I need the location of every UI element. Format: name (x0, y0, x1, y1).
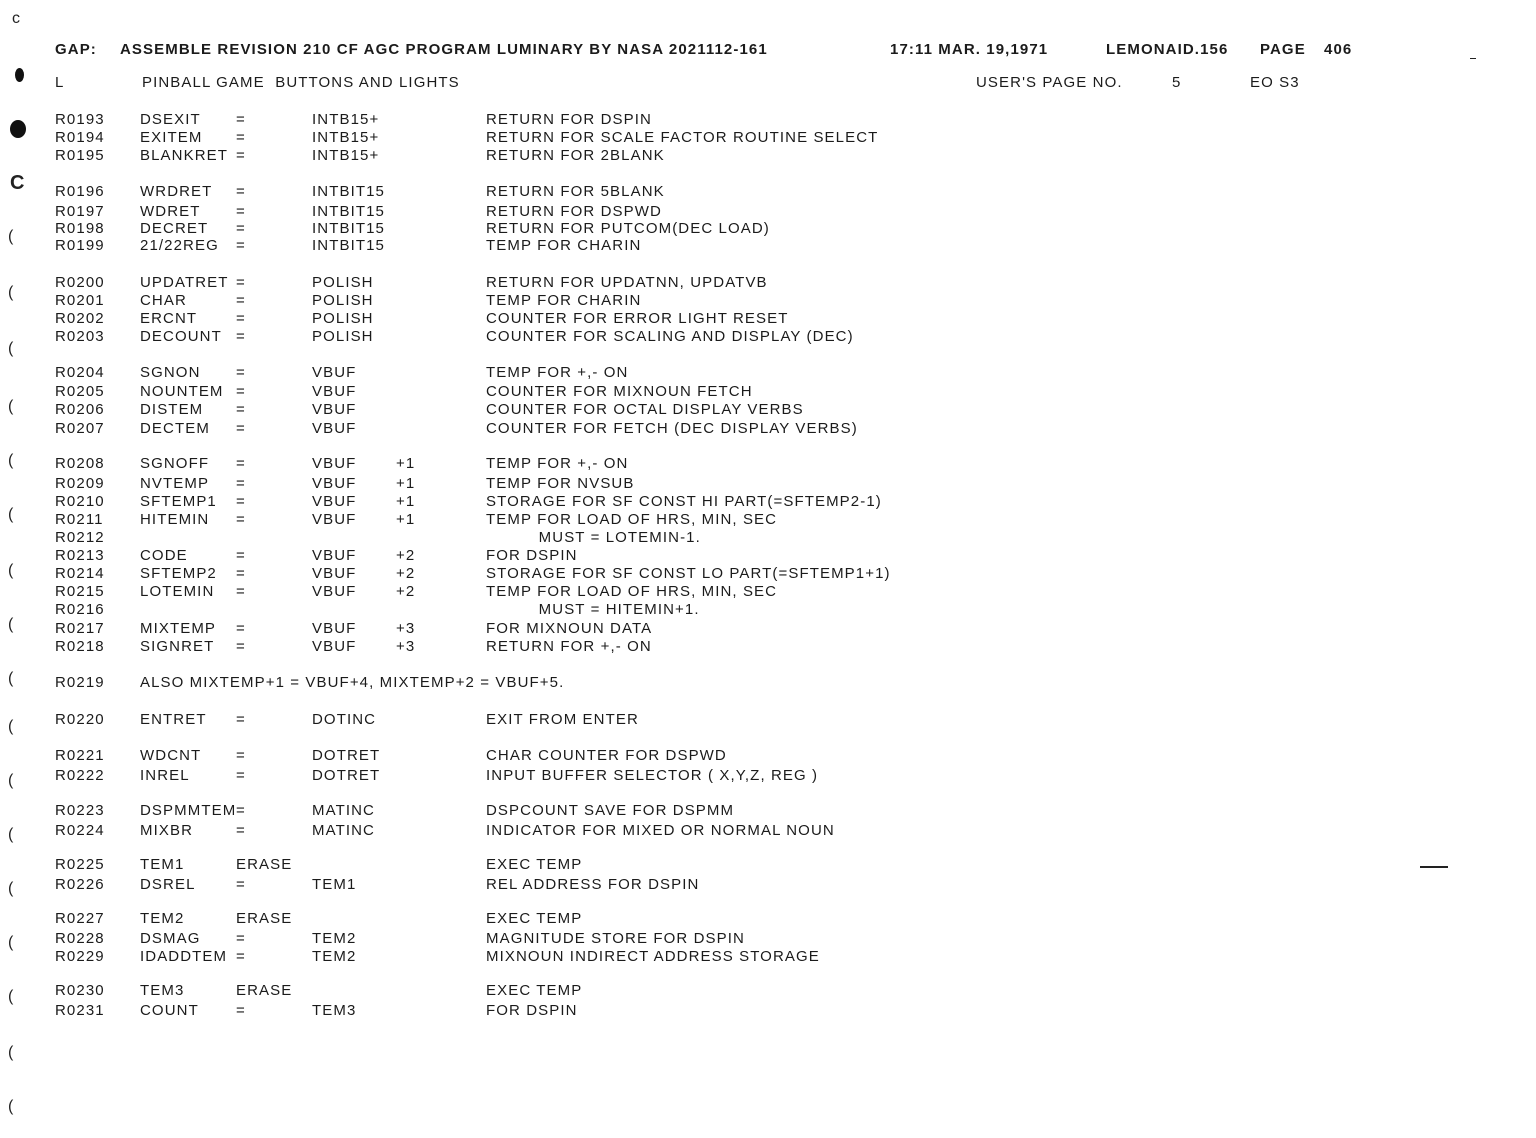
listing-line (0, 364, 1536, 382)
symbol-label: DSMAG (140, 930, 201, 947)
symbol-label: NOUNTEM (140, 383, 224, 400)
line-number: R0222 (55, 767, 105, 784)
line-comment: TEMP FOR LOAD OF HRS, MIN, SEC (486, 511, 778, 528)
symbol-label: SIGNRET (140, 638, 215, 655)
operator: ERASE (236, 856, 293, 873)
operator: = (236, 237, 246, 254)
symbol-label: BLANKRET (140, 147, 228, 164)
operand: VBUF (312, 565, 357, 582)
line-comment: TEMP FOR CHARIN (486, 237, 642, 254)
line-comment: RETURN FOR 5BLANK (486, 183, 665, 200)
line-comment: RETURN FOR DSPWD (486, 203, 662, 220)
operator: = (236, 930, 246, 947)
line-number: R0206 (55, 401, 105, 418)
line-number: R0200 (55, 274, 105, 291)
line-comment: RETURN FOR PUTCOM(DEC LOAD) (486, 220, 770, 237)
line-number: R0230 (55, 982, 105, 999)
offset: +3 (396, 638, 416, 655)
operand: POLISH (312, 328, 374, 345)
line-comment: EXEC TEMP (486, 982, 583, 999)
symbol-label: LOTEMIN (140, 583, 215, 600)
offset: +1 (396, 511, 416, 528)
margin-mark: ( (8, 228, 15, 245)
line-number: R0204 (55, 364, 105, 381)
line-number: R0227 (55, 910, 105, 927)
line-comment: COUNTER FOR OCTAL DISPLAY VERBS (486, 401, 804, 418)
operator: = (236, 328, 246, 345)
margin-mark: c (12, 10, 22, 27)
operator: = (236, 383, 246, 400)
operand: DOTINC (312, 711, 377, 728)
line-comment: RETURN FOR DSPIN (486, 111, 652, 128)
listing-line (0, 547, 1536, 565)
operand: POLISH (312, 274, 374, 291)
operator: = (236, 292, 246, 309)
line-comment: MAGNITUDE STORE FOR DSPIN (486, 930, 745, 947)
symbol-label: DSREL (140, 876, 196, 893)
margin-mark: ( (8, 506, 15, 523)
margin-mark: ( (8, 452, 15, 469)
line-comment: INPUT BUFFER SELECTOR ( X,Y,Z, REG ) (486, 767, 819, 784)
operator: = (236, 203, 246, 220)
line-comment: DSPCOUNT SAVE FOR DSPMM (486, 802, 735, 819)
operand: MATINC (312, 802, 375, 819)
subheader-flag: L (55, 74, 65, 91)
listing-line (0, 747, 1536, 765)
line-comment: MUST = LOTEMIN-1. (486, 529, 701, 546)
line-number: R0224 (55, 822, 105, 839)
operator: = (236, 948, 246, 965)
operand: DOTRET (312, 747, 381, 764)
symbol-label: DSEXIT (140, 111, 201, 128)
operator: = (236, 420, 246, 437)
line-comment: MIXNOUN INDIRECT ADDRESS STORAGE (486, 948, 820, 965)
line-number: R0226 (55, 876, 105, 893)
line-number: R0218 (55, 638, 105, 655)
operator: = (236, 455, 246, 472)
listing-line (0, 802, 1536, 820)
operator: = (236, 183, 246, 200)
line-comment: RETURN FOR +,- ON (486, 638, 652, 655)
symbol-label: DSPMMTEM (140, 802, 237, 819)
line-comment: FOR DSPIN (486, 547, 578, 564)
line-number: R0198 (55, 220, 105, 237)
operator: = (236, 822, 246, 839)
line-number: R0212 (55, 529, 105, 546)
listing-line (0, 529, 1536, 547)
operator: = (236, 111, 246, 128)
operator: = (236, 747, 246, 764)
line-comment: REL ADDRESS FOR DSPIN (486, 876, 700, 893)
operator: ERASE (236, 982, 293, 999)
listing-line (0, 493, 1536, 511)
operator: = (236, 401, 246, 418)
listing-line (0, 511, 1536, 529)
symbol-label: WRDRET (140, 183, 213, 200)
line-number: R0196 (55, 183, 105, 200)
operator: = (236, 1002, 246, 1019)
listing-line (0, 203, 1536, 221)
operator: = (236, 767, 246, 784)
line-number: R0215 (55, 583, 105, 600)
line-comment: EXEC TEMP (486, 910, 583, 927)
listing-line (0, 383, 1536, 401)
operator: = (236, 638, 246, 655)
symbol-label: DISTEM (140, 401, 204, 418)
symbol-label: DECTEM (140, 420, 210, 437)
symbol-label: TEM3 (140, 982, 185, 999)
operand: INTBIT15 (312, 220, 385, 237)
listing-line (0, 822, 1536, 840)
line-comment: COUNTER FOR MIXNOUN FETCH (486, 383, 753, 400)
operand: TEM2 (312, 948, 357, 965)
symbol-label: TEM1 (140, 856, 185, 873)
operator: = (236, 876, 246, 893)
listing-line (0, 129, 1536, 147)
operand: DOTRET (312, 767, 381, 784)
margin-mark: ( (8, 826, 15, 843)
offset: +2 (396, 565, 416, 582)
line-comment: RETURN FOR SCALE FACTOR ROUTINE SELECT (486, 129, 879, 146)
punch-hole (15, 68, 24, 82)
listing-line (0, 147, 1536, 165)
operand: TEM1 (312, 876, 357, 893)
operator: = (236, 802, 246, 819)
margin-mark: ( (8, 1098, 15, 1115)
offset: +1 (396, 493, 416, 510)
operator: = (236, 310, 246, 327)
symbol-label: INREL (140, 767, 190, 784)
line-number: R0208 (55, 455, 105, 472)
line-comment: RETURN FOR 2BLANK (486, 147, 665, 164)
symbol-label: SFTEMP1 (140, 493, 217, 510)
line-number: R0211 (55, 511, 104, 528)
listing-line (0, 401, 1536, 419)
users-page-number: 5 (1172, 74, 1182, 91)
listing-line (0, 274, 1536, 292)
line-number: R0221 (55, 747, 105, 764)
listing-line (0, 876, 1536, 894)
symbol-label: IDADDTEM (140, 948, 228, 965)
operand: POLISH (312, 292, 374, 309)
line-number: R0216 (55, 601, 105, 618)
operand: VBUF (312, 475, 357, 492)
line-comment: STORAGE FOR SF CONST LO PART(=SFTEMP1+1) (486, 565, 891, 582)
line-number: R0229 (55, 948, 105, 965)
operator: ERASE (236, 910, 293, 927)
header-page-number: 406 (1324, 41, 1353, 58)
line-comment: COUNTER FOR FETCH (DEC DISPLAY VERBS) (486, 420, 858, 437)
operator: = (236, 620, 246, 637)
operand: VBUF (312, 511, 357, 528)
line-comment: RETURN FOR UPDATNN, UPDATVB (486, 274, 768, 291)
line-number: R0203 (55, 328, 105, 345)
operand: INTBIT15 (312, 203, 385, 220)
line-comment: TEMP FOR +,- ON (486, 364, 629, 381)
scan-mark (1470, 58, 1476, 59)
line-number: R0207 (55, 420, 105, 437)
listing-line (0, 420, 1536, 438)
operand: POLISH (312, 310, 374, 327)
line-number: R0210 (55, 493, 105, 510)
line-number: R0225 (55, 856, 105, 873)
operator: = (236, 129, 246, 146)
symbol-label: SFTEMP2 (140, 565, 217, 582)
listing-line (0, 910, 1536, 928)
operand: VBUF (312, 383, 357, 400)
operator: = (236, 583, 246, 600)
operator: = (236, 364, 246, 381)
operator: = (236, 565, 246, 582)
margin-mark: ( (8, 616, 15, 633)
listing-line (0, 930, 1536, 948)
margin-mark: ( (8, 988, 15, 1005)
operator: = (236, 547, 246, 564)
line-comment: CHAR COUNTER FOR DSPWD (486, 747, 727, 764)
operand: INTBIT15 (312, 183, 385, 200)
operator: = (236, 147, 246, 164)
line-number: R0193 (55, 111, 105, 128)
listing-line (0, 711, 1536, 729)
symbol-label: TEM2 (140, 910, 185, 927)
margin-mark: ( (8, 398, 15, 415)
operand: TEM3 (312, 1002, 357, 1019)
line-comment: EXEC TEMP (486, 856, 583, 873)
margin-mark: ( (8, 934, 15, 951)
listing-line (0, 455, 1536, 473)
operand: INTB15+ (312, 111, 380, 128)
margin-mark: C (10, 172, 26, 194)
operand: VBUF (312, 364, 357, 381)
margin-mark: ( (8, 670, 15, 687)
line-number: R0223 (55, 802, 105, 819)
listing-line (0, 111, 1536, 129)
line-number: R0213 (55, 547, 105, 564)
line-comment: TEMP FOR LOAD OF HRS, MIN, SEC (486, 583, 778, 600)
margin-mark: ( (8, 718, 15, 735)
listing-line (0, 310, 1536, 328)
operand: VBUF (312, 638, 357, 655)
operand: VBUF (312, 455, 357, 472)
line-number: R0199 (55, 237, 105, 254)
header-file: LEMONAID.156 (1106, 41, 1229, 58)
listing-line (0, 856, 1536, 874)
header-datetime: 17:11 MAR. 19,1971 (890, 41, 1049, 58)
symbol-label: HITEMIN (140, 511, 210, 528)
symbol-label: SGNON (140, 364, 201, 381)
operand: MATINC (312, 822, 375, 839)
line-number: R0194 (55, 129, 105, 146)
operand: INTBIT15 (312, 237, 385, 254)
users-page-label: USER'S PAGE NO. (976, 74, 1123, 91)
line-comment: COUNTER FOR ERROR LIGHT RESET (486, 310, 789, 327)
operand: VBUF (312, 493, 357, 510)
operator: = (236, 220, 246, 237)
line-comment: EXIT FROM ENTER (486, 711, 639, 728)
listing-line (0, 674, 1536, 692)
line-number: R0202 (55, 310, 105, 327)
line-comment: COUNTER FOR SCALING AND DISPLAY (DEC) (486, 328, 854, 345)
listing-line (0, 183, 1536, 201)
line-number: R0217 (55, 620, 105, 637)
line-number: R0209 (55, 475, 105, 492)
header-title: ASSEMBLE REVISION 210 CF AGC PROGRAM LUMINARY BY NASA 2021112-161 (120, 41, 768, 58)
symbol-label: CHAR (140, 292, 187, 309)
line-comment: MUST = HITEMIN+1. (486, 601, 700, 618)
symbol-label: WDRET (140, 203, 201, 220)
line-number: R0220 (55, 711, 105, 728)
line-number: R0195 (55, 147, 105, 164)
margin-mark: ( (8, 1044, 15, 1061)
line-comment: INDICATOR FOR MIXED OR NORMAL NOUN (486, 822, 835, 839)
symbol-label: ERCNT (140, 310, 198, 327)
operand: VBUF (312, 420, 357, 437)
operand: TEM2 (312, 930, 357, 947)
line-comment: TEMP FOR CHARIN (486, 292, 642, 309)
margin-mark: ( (8, 284, 15, 301)
line-number: R0231 (55, 1002, 105, 1019)
line-comment: TEMP FOR NVSUB (486, 475, 635, 492)
listing-line (0, 982, 1536, 1000)
subheader-section: PINBALL GAME BUTTONS AND LIGHTS (142, 74, 460, 91)
margin-mark: ( (8, 562, 15, 579)
listing-line (0, 292, 1536, 310)
operator: = (236, 711, 246, 728)
symbol-label: SGNOFF (140, 455, 210, 472)
line-number: R0197 (55, 203, 105, 220)
listing-line (0, 948, 1536, 966)
offset: +2 (396, 583, 416, 600)
margin-mark: ( (8, 772, 15, 789)
line-comment: FOR MIXNOUN DATA (486, 620, 653, 637)
symbol-label: CODE (140, 547, 188, 564)
symbol-label: WDCNT (140, 747, 202, 764)
listing-line (0, 237, 1536, 255)
line-statement: ALSO MIXTEMP+1 = VBUF+4, MIXTEMP+2 = VBUF+5. (140, 674, 565, 691)
line-comment: FOR DSPIN (486, 1002, 578, 1019)
symbol-label: NVTEMP (140, 475, 210, 492)
margin-mark: ( (8, 340, 15, 357)
line-number: R0214 (55, 565, 105, 582)
operand: VBUF (312, 547, 357, 564)
operand: VBUF (312, 620, 357, 637)
listing-line (0, 583, 1536, 601)
listing-line (0, 601, 1536, 619)
listing-line (0, 328, 1536, 346)
operand: INTB15+ (312, 129, 380, 146)
operator: = (236, 274, 246, 291)
line-number: R0228 (55, 930, 105, 947)
offset: +2 (396, 547, 416, 564)
operator: = (236, 475, 246, 492)
operator: = (236, 511, 246, 528)
header-page-label: PAGE (1260, 41, 1306, 58)
operand: VBUF (312, 401, 357, 418)
listing-line (0, 620, 1536, 638)
offset: +3 (396, 620, 416, 637)
listing-line (0, 1002, 1536, 1020)
symbol-label: EXITEM (140, 129, 203, 146)
line-number: R0201 (55, 292, 105, 309)
symbol-label: UPDATRET (140, 274, 229, 291)
line-number: R0219 (55, 674, 105, 691)
symbol-label: 21/22REG (140, 237, 219, 254)
subheader-code: EO S3 (1250, 74, 1300, 91)
line-number: R0205 (55, 383, 105, 400)
listing-line (0, 475, 1536, 493)
symbol-label: DECOUNT (140, 328, 222, 345)
margin-mark: ( (8, 880, 15, 897)
operand: INTB15+ (312, 147, 380, 164)
symbol-label: DECRET (140, 220, 209, 237)
header-gap: GAP: (55, 41, 97, 58)
symbol-label: COUNT (140, 1002, 199, 1019)
offset: +1 (396, 475, 416, 492)
symbol-label: MIXBR (140, 822, 194, 839)
operand: VBUF (312, 583, 357, 600)
listing-line (0, 565, 1536, 583)
symbol-label: MIXTEMP (140, 620, 217, 637)
listing-line (0, 220, 1536, 238)
offset: +1 (396, 455, 416, 472)
symbol-label: ENTRET (140, 711, 207, 728)
line-comment: STORAGE FOR SF CONST HI PART(=SFTEMP2-1) (486, 493, 882, 510)
line-comment: TEMP FOR +,- ON (486, 455, 629, 472)
listing-line (0, 638, 1536, 656)
operator: = (236, 493, 246, 510)
listing-line (0, 767, 1536, 785)
